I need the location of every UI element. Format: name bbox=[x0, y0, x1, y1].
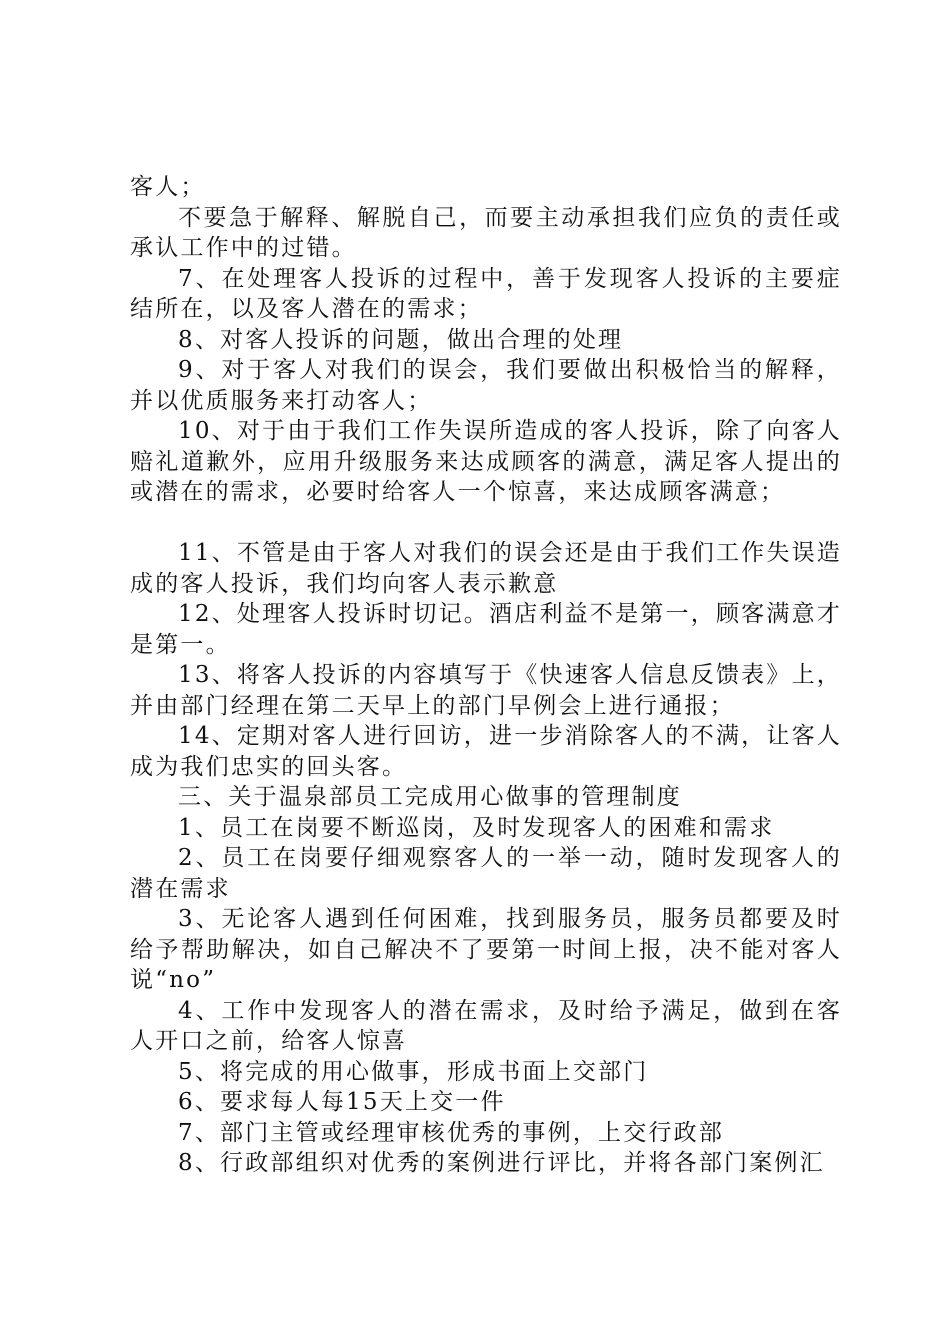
paragraph-rule-4: 4、工作中发现客人的潜在需求，及时给予满足，做到在客人开口之前，给客人惊喜 bbox=[130, 997, 842, 1054]
paragraph-rule-5: 5、将完成的用心做事，形成书面上交部门 bbox=[178, 1058, 649, 1085]
document-body bbox=[130, 172, 842, 1179]
paragraph-rule-6: 6、要求每人每15天上交一件 bbox=[178, 1089, 506, 1115]
paragraph-item-10: 10、对于由于我们工作失误所造成的客人投诉，除了向客人赔礼道歉外，应用升级服务来达成顾客的满意，满足客人提出的或潜在的需求，必要时给客人一个惊喜，来达成顾客满意； bbox=[130, 418, 842, 505]
section-heading-3: 三、关于温泉部员工完成用心做事的管理制度 bbox=[178, 784, 682, 810]
paragraph-item-13: 13、将客人投诉的内容填写于《快速客人信息反馈表》上，并由部门经理在第二天早上的部门早例会上进行通报； bbox=[130, 662, 842, 719]
paragraph-item-9: 9、对于客人对我们的误会，我们要做出积极恰当的解释，并以优质服务来打动客人； bbox=[130, 357, 842, 414]
paragraph-item-14: 14、定期对客人进行回访，进一步消除客人的不满，让客人成为我们忠实的回头客。 bbox=[130, 723, 842, 780]
paragraph-rule-3: 3、无论客人遇到任何困难，找到服务员，服务员都要及时给予帮助解决，如自己解决不了要第一时间上报，决不能对客人说“no” bbox=[130, 906, 842, 993]
paragraph-item-12: 12、处理客人投诉时切记。酒店利益不是第一，顾客满意才是第一。 bbox=[130, 601, 842, 658]
paragraph-rule-8: 8、行政部组织对优秀的案例进行评比，并将各部门案例汇 bbox=[178, 1150, 825, 1176]
paragraph-no-excuses: 不要急于解释、解脱自己，而要主动承担我们应负的责任或承认工作中的过错。 bbox=[130, 204, 842, 261]
paragraph-rule-2: 2、员工在岗要仔细观察客人的一举一动，随时发现客人的潜在需求 bbox=[130, 845, 842, 902]
paragraph-item-8: 8、对客人投诉的问题，做出合理的处理 bbox=[178, 326, 624, 353]
paragraph-item-11: 11、不管是由于客人对我们的误会还是由于我们工作失误造成的客人投诉，我们均向客人表示歉意 bbox=[130, 540, 842, 597]
paragraph-rule-7: 7、部门主管或经理审核优秀的事例，上交行政部 bbox=[178, 1119, 725, 1146]
blank-line bbox=[130, 508, 842, 539]
paragraph-rule-1: 1、员工在岗要不断巡岗，及时发现客人的困难和需求 bbox=[178, 814, 775, 841]
paragraph-item-7: 7、在处理客人投诉的过程中，善于发现客人投诉的主要症结所在，以及客人潜在的需求； bbox=[130, 265, 842, 322]
paragraph-guest-continuation: 客人； bbox=[130, 174, 206, 200]
